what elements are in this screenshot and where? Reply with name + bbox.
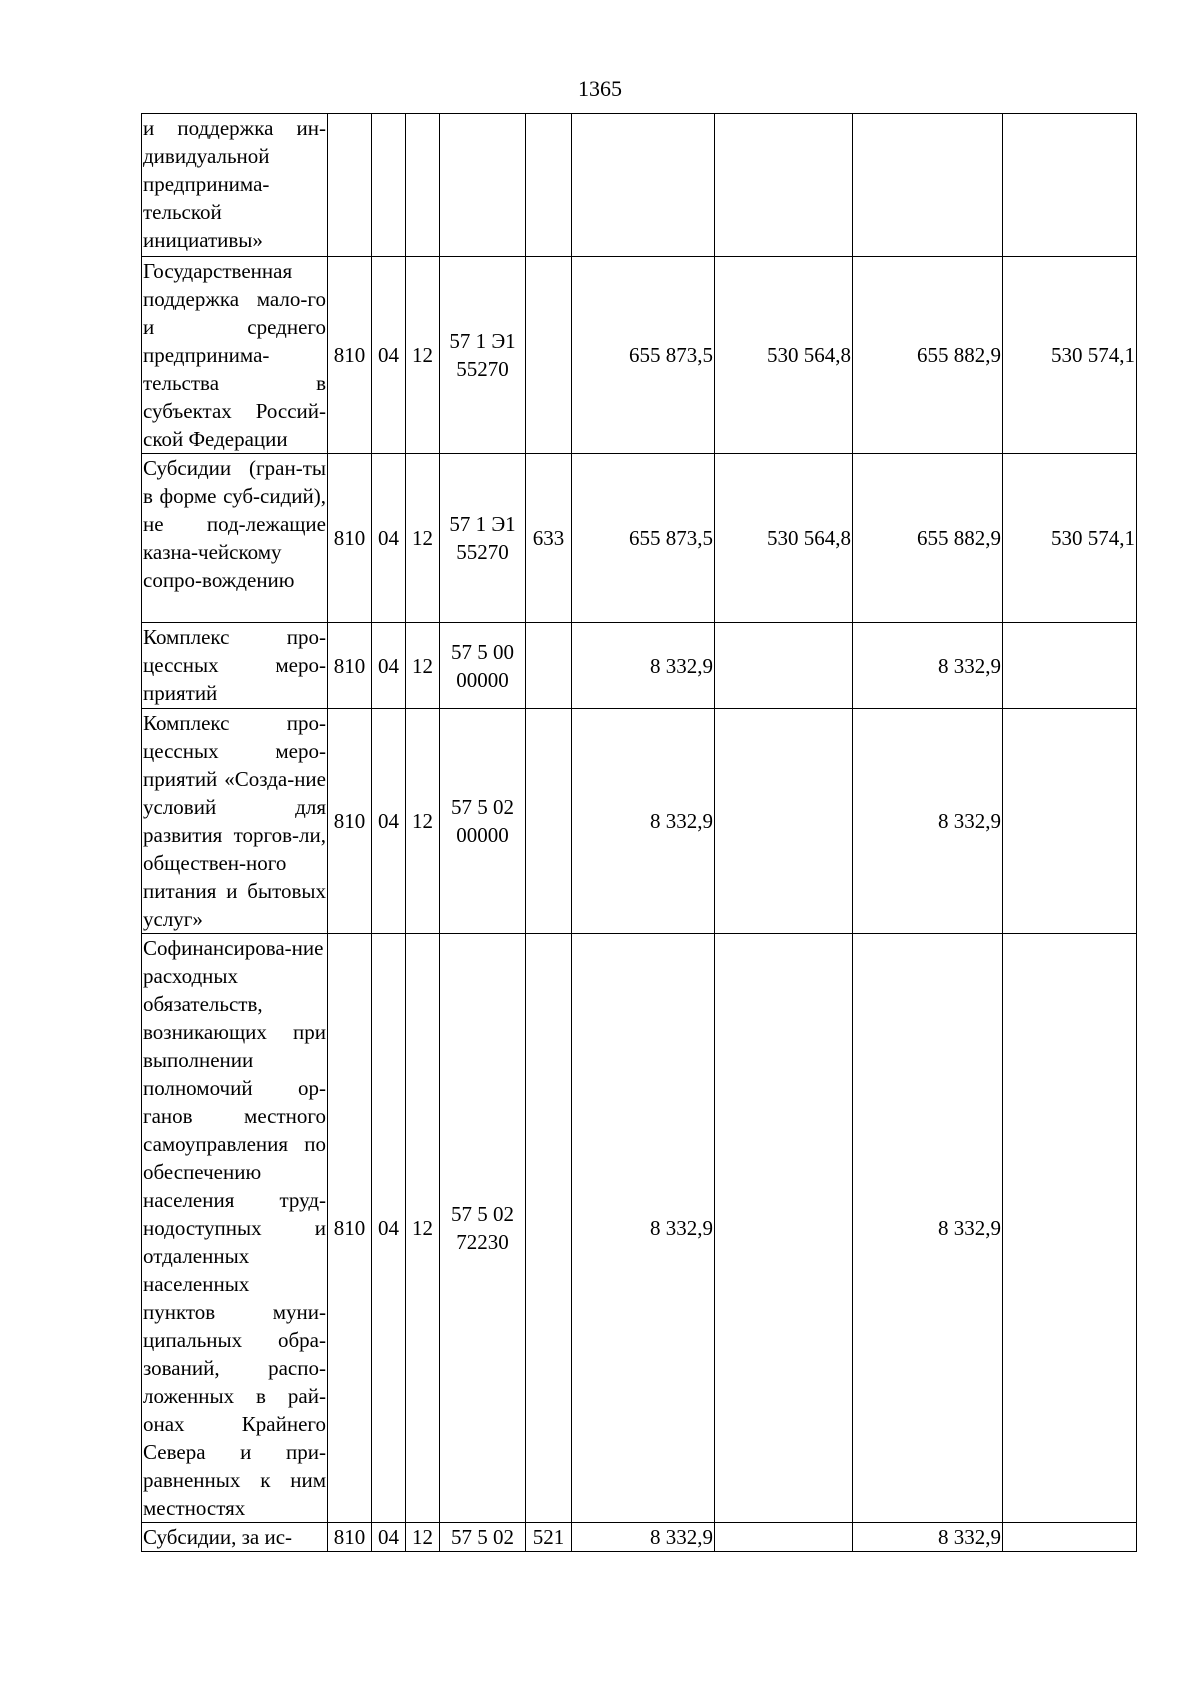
cell-rz: 04 — [372, 709, 406, 934]
row-description: Софинансирова-ние расходных обязательств, возникающих при выполнении полномочий ор-ганов местного самоуправления по обеспечению населения труд-нодоступных и отдаленных населенных пунктов муни-ципальных обра-зований, распо-ложенных в рай-онах Крайнего Севера и при-равненных к ним местностях — [142, 934, 328, 1523]
cell-vr — [526, 114, 572, 257]
row-description: Субсидии, за ис- — [142, 1523, 328, 1552]
cell-value-3: 8 332,9 — [853, 709, 1003, 934]
cell-value-4: 530 574,1 — [1003, 454, 1137, 623]
cell-rz — [372, 114, 406, 257]
cell-csr: 57 5 02 72230 — [440, 934, 526, 1523]
cell-value-1: 655 873,5 — [572, 257, 715, 454]
row-description: Субсидии (гран-ты в форме суб-сидий), не под-лежащие казна-чейскому сопро-вождению — [142, 454, 328, 623]
cell-value-3: 655 882,9 — [853, 454, 1003, 623]
cell-gr: 810 — [328, 934, 372, 1523]
cell-value-4 — [1003, 934, 1137, 1523]
cell-gr: 810 — [328, 454, 372, 623]
cell-value-4 — [1003, 709, 1137, 934]
cell-pr: 12 — [406, 709, 440, 934]
cell-value-3 — [853, 114, 1003, 257]
table-row — [142, 1523, 1137, 1552]
cell-value-4 — [1003, 114, 1137, 257]
row-description: Комплекс про-цессных меро-приятий — [142, 623, 328, 709]
row-description: и поддержка ин-дивидуальной предпринима-тельской инициативы» — [142, 114, 328, 257]
table-row — [142, 709, 1137, 934]
cell-gr: 810 — [328, 623, 372, 709]
cell-csr — [440, 114, 526, 257]
cell-value-2 — [715, 623, 853, 709]
cell-value-2 — [715, 1523, 853, 1552]
cell-csr: 57 1 Э1 55270 — [440, 454, 526, 623]
cell-csr: 57 1 Э1 55270 — [440, 257, 526, 454]
table-row — [142, 454, 1137, 623]
cell-value-1: 8 332,9 — [572, 934, 715, 1523]
cell-value-1 — [572, 114, 715, 257]
cell-vr: 633 — [526, 454, 572, 623]
table-row — [142, 934, 1137, 1523]
cell-csr: 57 5 02 00000 — [440, 709, 526, 934]
cell-rz: 04 — [372, 454, 406, 623]
page-number: 1365 — [578, 76, 622, 101]
cell-value-3: 8 332,9 — [853, 934, 1003, 1523]
cell-vr — [526, 623, 572, 709]
cell-value-3: 8 332,9 — [853, 623, 1003, 709]
cell-value-1: 8 332,9 — [572, 709, 715, 934]
table-row — [142, 257, 1137, 454]
row-description: Комплекс про-цессных меро-приятий «Созда-ние условий для развития торгов-ли, обществен-ного питания и бытовых услуг» — [142, 709, 328, 934]
cell-pr: 12 — [406, 257, 440, 454]
cell-gr: 810 — [328, 709, 372, 934]
cell-gr — [328, 114, 372, 257]
cell-value-3: 8 332,9 — [853, 1523, 1003, 1552]
cell-gr: 810 — [328, 1523, 372, 1552]
cell-value-4 — [1003, 623, 1137, 709]
cell-value-2: 530 564,8 — [715, 454, 853, 623]
row-description: Государственная поддержка мало-го и среднего предпринима-тельства в субъектах Россий-ской Федерации — [142, 257, 328, 454]
cell-value-1: 655 873,5 — [572, 454, 715, 623]
cell-rz: 04 — [372, 934, 406, 1523]
cell-value-2: 530 564,8 — [715, 257, 853, 454]
cell-rz: 04 — [372, 1523, 406, 1552]
cell-value-2 — [715, 114, 853, 257]
cell-value-1: 8 332,9 — [572, 623, 715, 709]
cell-value-2 — [715, 709, 853, 934]
cell-rz: 04 — [372, 257, 406, 454]
cell-vr: 521 — [526, 1523, 572, 1552]
cell-pr: 12 — [406, 1523, 440, 1552]
cell-csr: 57 5 02 — [440, 1523, 526, 1552]
cell-vr — [526, 709, 572, 934]
table-row — [142, 623, 1137, 709]
cell-value-2 — [715, 934, 853, 1523]
cell-pr: 12 — [406, 934, 440, 1523]
table-row — [142, 114, 1137, 257]
cell-rz: 04 — [372, 623, 406, 709]
budget-table — [141, 113, 1137, 1552]
cell-value-3: 655 882,9 — [853, 257, 1003, 454]
cell-vr — [526, 257, 572, 454]
cell-gr: 810 — [328, 257, 372, 454]
cell-value-1: 8 332,9 — [572, 1523, 715, 1552]
cell-pr: 12 — [406, 454, 440, 623]
cell-vr — [526, 934, 572, 1523]
cell-csr: 57 5 00 00000 — [440, 623, 526, 709]
cell-pr: 12 — [406, 623, 440, 709]
cell-value-4 — [1003, 1523, 1137, 1552]
cell-pr — [406, 114, 440, 257]
cell-value-4: 530 574,1 — [1003, 257, 1137, 454]
